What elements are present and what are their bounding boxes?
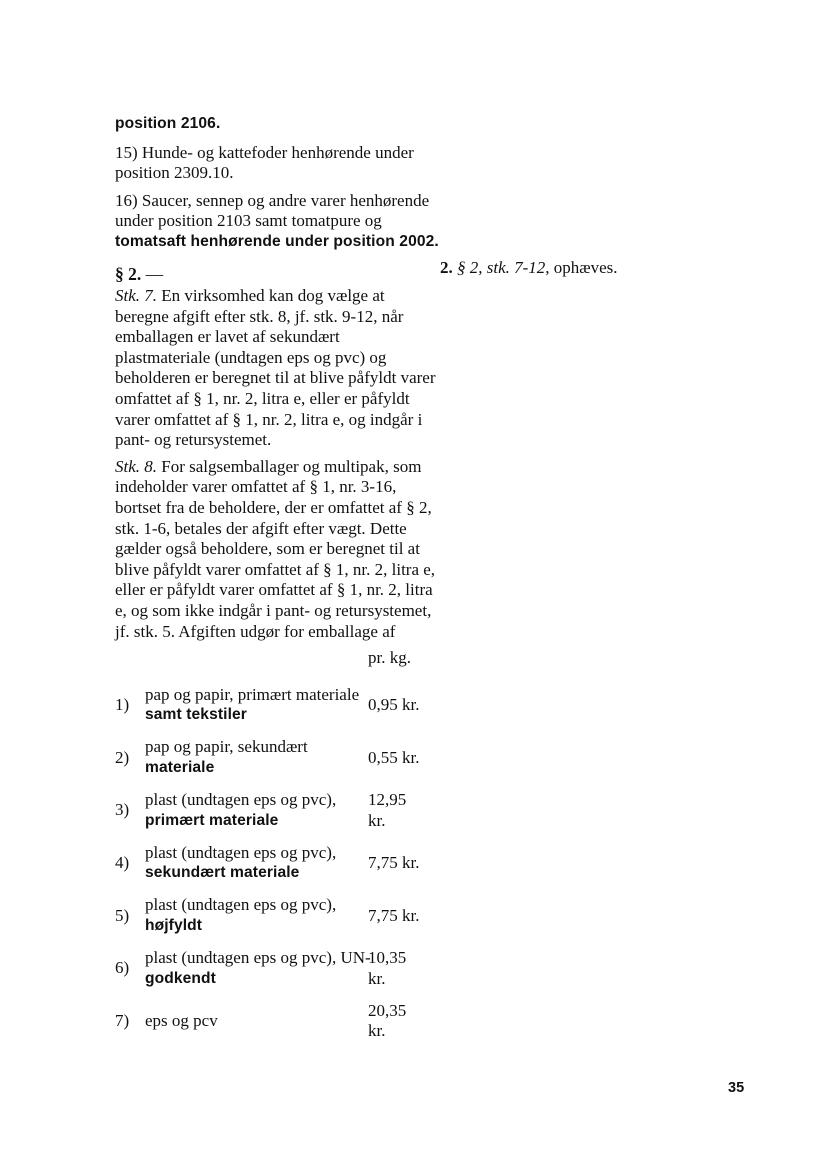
row-label-line-2: sekundært materiale [145,864,300,882]
rate-table-row [115,895,439,936]
row-label-line-1: pap og papir, primært materiale [145,684,360,704]
row-rate: 10,35 kr. [368,948,407,988]
section-heading [115,263,163,285]
rate-table-row [115,790,439,831]
list-item-16-sans-line: tomatsaft henhørende under position 2002. [115,232,439,250]
left-column-lower [115,286,439,1054]
rate-table-row [115,843,439,884]
row-number: 3) [115,800,130,820]
list-item-15: 15) Hunde- og kattefoder henhørende under position 2309.10. [115,142,414,183]
left-column-upper [115,114,439,260]
row-rate: 0,55 kr. [368,747,420,767]
row-label [145,843,368,884]
rate-table-row [115,737,439,778]
row-label-line-1: plast (undtagen eps og pvc), UN- [145,948,371,968]
amendment-number: 2. [440,258,453,277]
amendment-reference: § 2, stk. 7-12 [457,258,546,277]
row-label-line-2: samt tekstiler [145,706,247,724]
row-label-line-1: pap og papir, sekundært [145,737,308,757]
list-item-16-text: 16) Saucer, sennep og andre varer henhørende under position 2103 samt tomatpure og [115,190,430,231]
amendment-action: , ophæves. [545,258,618,277]
amendment-note [440,257,618,278]
row-label [145,948,371,989]
stk7-text: En virksomhed kan dog vælge at beregne afgift efter stk. 8, jf. stk. 9-12, når emballagen er lavet af sekundært plastmateriale (undtagen eps og pvc) og beholderen er beregnet til at blive påfyldt varer omfattet af § 1, nr. 2, litra e, eller er påfyldt varer omfattet af § 1, nr. 2, litra e, og indgår i pant- og retursystemet. [115,286,436,450]
list-item-16 [115,191,439,253]
row-label-line-1: eps og pcv [145,1011,218,1031]
row-number: 7) [115,1011,130,1031]
page-number: 35 [728,1080,745,1096]
row-number: 6) [115,958,130,978]
row-number: 4) [115,853,130,873]
paragraph-stk7 [115,286,439,451]
row-label-line-2: godkendt [145,969,216,987]
row-rate: 12,95 kr. [368,790,407,830]
row-label [145,895,368,936]
rate-table-row [115,685,439,726]
stk8-text: For salgsemballager og multipak, som indeholder varer omfattet af § 1, nr. 3-16, bortset fra de beholdere, der er omfattet af § 2, stk. 1-6, betales der afgift efter vægt. Dette gælder også beholdere, som er beregnet til at blive påfyldt varer omfattet af § 1, nr. 2, litra e, eller er påfyldt varer omfattet af § 1, nr. 2, litra e, og som ikke indgår i pant- og retursystemet, jf. stk. 5. Afgiften udgør for emballage af [115,456,436,641]
section-number: § 2. [115,264,142,284]
row-label-line-1: plast (undtagen eps og pvc), [145,790,337,810]
section-dash: — [145,264,164,284]
intro-line: position 2106. [115,115,221,132]
row-label-line-1: plast (undtagen eps og pvc), [145,842,337,862]
row-label-line-2: primært materiale [145,811,279,829]
row-rate: 20,35 kr. [368,1000,407,1041]
paragraph-stk8 [115,457,439,642]
row-rate: 7,75 kr. [368,905,420,925]
row-number: 2) [115,747,130,767]
stk7-lead: Stk. 7. [115,286,158,305]
rate-table [115,648,439,1042]
row-label-line-2: materiale [145,758,215,776]
row-label-line-1: plast (undtagen eps og pvc), [145,895,337,915]
row-number: 5) [115,905,130,925]
row-label [145,790,368,831]
rate-table-row [115,1001,439,1042]
row-label-line-2: højfyldt [145,917,203,935]
row-number: 1) [115,694,130,714]
row-rate: 7,75 kr. [368,853,420,873]
row-rate: 0,95 kr. [368,694,420,714]
row-label [145,737,368,778]
row-label [145,1011,368,1032]
rate-table-row [115,948,439,989]
stk8-lead: Stk. 8. [115,456,158,476]
row-label [145,685,368,726]
rate-table-unit-header: pr. kg. [368,648,411,668]
